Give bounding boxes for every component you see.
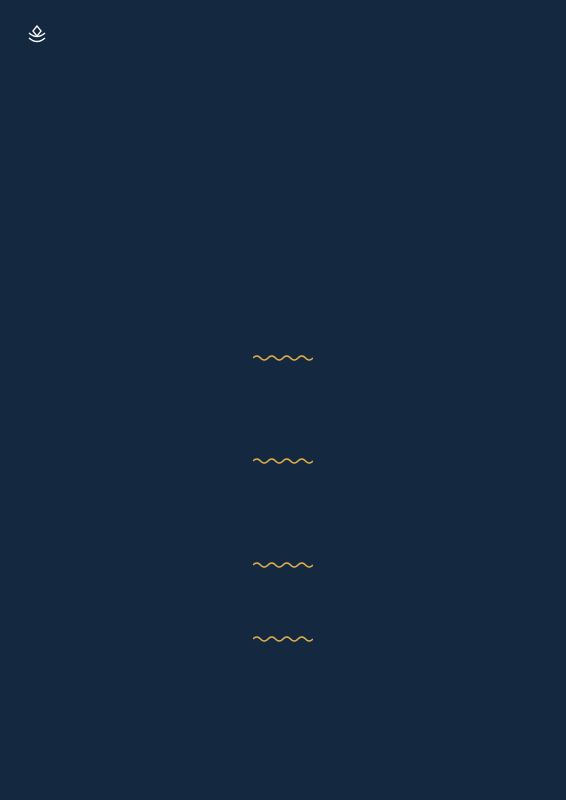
brand-logo [26,22,206,62]
wave-divider-icon [253,354,313,362]
lotus-logo-icon [26,24,48,48]
wave-divider-icon [253,561,313,569]
firework-icon [448,18,558,93]
wave-divider-icon [253,635,313,643]
wave-divider-icon [253,457,313,465]
firework-icon [14,640,154,800]
